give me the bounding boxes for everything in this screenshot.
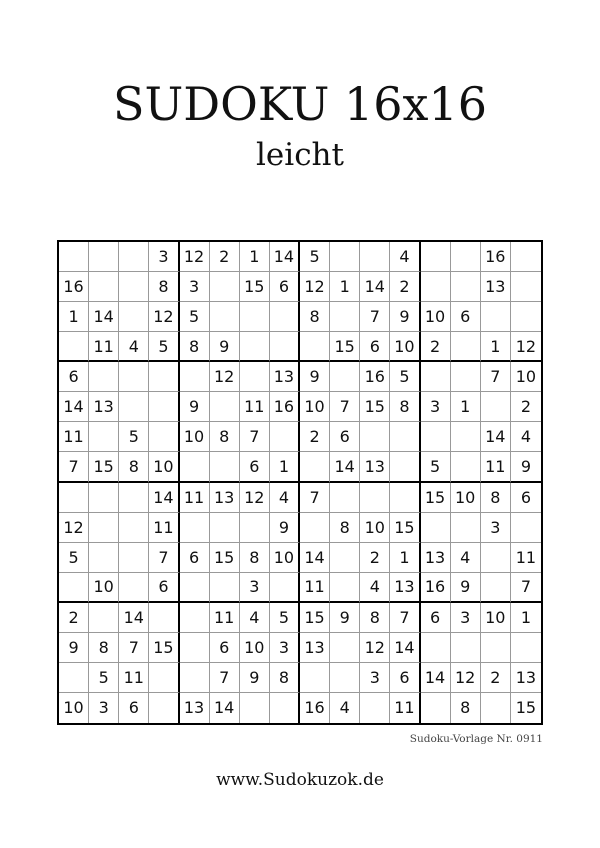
empty-cell[interactable] (481, 693, 511, 723)
given-cell: 4 (390, 242, 420, 272)
given-cell: 10 (421, 302, 451, 332)
empty-cell[interactable] (421, 633, 451, 663)
empty-cell[interactable] (330, 302, 360, 332)
given-cell: 11 (390, 693, 420, 723)
given-cell: 10 (149, 452, 179, 482)
given-cell: 6 (511, 483, 541, 513)
empty-cell[interactable] (330, 543, 360, 573)
given-cell: 8 (360, 603, 390, 633)
empty-cell[interactable] (180, 633, 210, 663)
given-cell: 7 (481, 362, 511, 392)
given-cell: 8 (210, 422, 240, 452)
given-cell: 15 (240, 272, 270, 302)
given-cell: 5 (421, 452, 451, 482)
empty-cell[interactable] (89, 242, 119, 272)
empty-cell[interactable] (210, 302, 240, 332)
given-cell: 4 (330, 693, 360, 723)
given-cell: 13 (270, 362, 300, 392)
empty-cell[interactable] (421, 422, 451, 452)
empty-cell[interactable] (390, 483, 420, 513)
given-cell: 15 (390, 513, 420, 543)
given-cell: 16 (421, 573, 451, 603)
given-cell: 2 (300, 422, 330, 452)
given-cell: 16 (270, 392, 300, 422)
given-cell: 14 (481, 422, 511, 452)
given-cell: 12 (149, 302, 179, 332)
given-cell: 8 (180, 332, 210, 362)
given-cell: 4 (511, 422, 541, 452)
given-cell: 8 (390, 392, 420, 422)
empty-cell[interactable] (511, 272, 541, 302)
given-cell: 8 (300, 302, 330, 332)
given-cell: 8 (451, 693, 481, 723)
given-cell: 2 (210, 242, 240, 272)
given-cell: 8 (270, 663, 300, 693)
given-cell: 7 (300, 483, 330, 513)
sudoku-grid (57, 240, 543, 725)
given-cell: 4 (240, 603, 270, 633)
given-cell: 1 (59, 302, 89, 332)
given-cell: 14 (210, 693, 240, 723)
empty-cell[interactable] (451, 633, 481, 663)
given-cell: 6 (451, 302, 481, 332)
empty-cell[interactable] (240, 302, 270, 332)
given-cell: 10 (89, 573, 119, 603)
given-cell: 6 (180, 543, 210, 573)
empty-cell[interactable] (451, 332, 481, 362)
given-cell: 5 (180, 302, 210, 332)
empty-cell[interactable] (119, 362, 149, 392)
given-cell: 11 (59, 422, 89, 452)
given-cell: 9 (511, 452, 541, 482)
given-cell: 15 (515, 698, 537, 718)
given-cell: 13 (360, 452, 390, 482)
empty-cell[interactable] (89, 362, 119, 392)
given-cell: 10 (390, 332, 420, 362)
given-cell: 10 (180, 422, 210, 452)
given-cell: 1 (481, 332, 511, 362)
empty-cell[interactable] (149, 392, 179, 422)
given-cell: 12 (300, 272, 330, 302)
given-cell: 14 (421, 663, 451, 693)
empty-cell[interactable] (270, 302, 300, 332)
given-cell: 14 (360, 272, 390, 302)
empty-cell[interactable] (451, 422, 481, 452)
given-cell: 2 (390, 272, 420, 302)
given-cell: 3 (89, 693, 119, 723)
empty-cell[interactable] (210, 573, 240, 603)
given-cell: 6 (390, 663, 420, 693)
empty-cell[interactable] (149, 422, 179, 452)
given-cell: 16 (481, 242, 511, 272)
empty-cell[interactable] (330, 483, 360, 513)
given-cell: 12 (451, 663, 481, 693)
given-cell: 14 (270, 242, 300, 272)
empty-cell[interactable] (119, 573, 149, 603)
given-cell: 13 (421, 543, 451, 573)
template-number: Sudoku-Vorlage Nr. 0911 (409, 733, 543, 745)
empty-cell[interactable] (481, 543, 511, 573)
given-cell: 8 (240, 543, 270, 573)
empty-cell[interactable] (59, 483, 89, 513)
empty-cell[interactable] (330, 242, 360, 272)
page-title: SUDOKU 16x16 (113, 77, 487, 131)
given-cell: 14 (300, 543, 330, 573)
given-cell: 12 (210, 362, 240, 392)
empty-cell[interactable] (330, 362, 360, 392)
given-cell: 11 (180, 483, 210, 513)
given-cell: 5 (300, 242, 330, 272)
empty-cell[interactable] (180, 513, 210, 543)
empty-cell[interactable] (421, 362, 451, 392)
given-cell: 10 (59, 693, 89, 723)
given-cell: 3 (421, 392, 451, 422)
given-cell: 12 (511, 332, 541, 362)
given-cell: 13 (511, 663, 541, 693)
given-cell: 13 (210, 483, 240, 513)
given-cell: 7 (240, 422, 270, 452)
given-cell: 8 (481, 483, 511, 513)
given-cell: 3 (149, 242, 179, 272)
given-cell: 5 (59, 543, 89, 573)
empty-cell[interactable] (300, 332, 330, 362)
difficulty-label: leicht (256, 137, 344, 173)
given-cell: 10 (270, 543, 300, 573)
empty-cell[interactable] (360, 422, 390, 452)
empty-cell[interactable] (89, 543, 119, 573)
empty-cell[interactable] (149, 362, 179, 392)
given-cell: 3 (481, 513, 511, 543)
empty-cell[interactable] (180, 663, 210, 693)
given-cell: 15 (89, 452, 119, 482)
given-cell: 6 (270, 272, 300, 302)
given-cell: 16 (300, 693, 330, 723)
empty-cell[interactable] (210, 513, 240, 543)
given-cell: 10 (360, 513, 390, 543)
empty-cell[interactable] (59, 242, 89, 272)
given-cell: 16 (360, 362, 390, 392)
given-cell: 9 (451, 573, 481, 603)
empty-cell[interactable] (270, 693, 300, 723)
empty-cell[interactable] (300, 663, 330, 693)
empty-cell[interactable] (421, 693, 451, 723)
given-cell: 12 (180, 242, 210, 272)
given-cell: 5 (390, 362, 420, 392)
given-cell: 1 (451, 392, 481, 422)
given-cell: 12 (240, 483, 270, 513)
given-cell: 13 (180, 693, 210, 723)
empty-cell[interactable] (511, 633, 541, 663)
empty-cell[interactable] (511, 242, 541, 272)
given-cell: 5 (89, 663, 119, 693)
given-cell: 11 (149, 513, 179, 543)
given-cell: 7 (119, 633, 149, 663)
given-cell: 1 (270, 452, 300, 482)
empty-cell[interactable] (240, 513, 270, 543)
given-cell: 6 (240, 452, 270, 482)
empty-cell[interactable] (119, 302, 149, 332)
given-cell: 7 (330, 392, 360, 422)
given-cell: 3 (240, 573, 270, 603)
given-cell: 9 (270, 513, 300, 543)
website-link[interactable]: www.Sudokuzok.de (216, 770, 384, 790)
given-cell: 13 (89, 392, 119, 422)
given-cell: 7 (59, 452, 89, 482)
empty-cell[interactable] (421, 242, 451, 272)
empty-cell[interactable] (180, 603, 210, 633)
given-cell: 6 (210, 633, 240, 663)
given-cell: 13 (481, 272, 511, 302)
empty-cell[interactable] (210, 392, 240, 422)
given-cell: 13 (300, 633, 330, 663)
empty-cell[interactable] (511, 302, 541, 332)
empty-cell[interactable] (421, 272, 451, 302)
given-cell: 14 (119, 603, 149, 633)
empty-cell[interactable] (210, 272, 240, 302)
given-cell: 15 (149, 633, 179, 663)
empty-cell[interactable] (149, 603, 179, 633)
given-cell: 2 (481, 663, 511, 693)
given-cell: 3 (180, 272, 210, 302)
given-cell: 8 (89, 633, 119, 663)
given-cell: 9 (300, 362, 330, 392)
given-cell: 5 (270, 603, 300, 633)
given-cell: 11 (511, 543, 541, 573)
given-cell: 4 (451, 543, 481, 573)
given-cell: 2 (421, 332, 451, 362)
given-cell: 15 (330, 332, 360, 362)
given-cell: 15 (300, 603, 330, 633)
given-cell: 6 (149, 573, 179, 603)
empty-cell[interactable] (89, 483, 119, 513)
given-cell: 11 (300, 573, 330, 603)
given-cell: 7 (511, 573, 541, 603)
empty-cell[interactable] (180, 362, 210, 392)
given-cell: 3 (360, 663, 390, 693)
empty-cell[interactable] (421, 513, 451, 543)
given-cell: 6 (421, 603, 451, 633)
empty-cell[interactable] (330, 633, 360, 663)
given-cell: 9 (180, 392, 210, 422)
given-cell: 10 (300, 392, 330, 422)
given-cell: 14 (89, 302, 119, 332)
given-cell: 2 (59, 603, 89, 633)
empty-cell[interactable] (180, 452, 210, 482)
given-cell: 14 (149, 483, 179, 513)
given-cell: 9 (330, 603, 360, 633)
given-cell: 10 (451, 483, 481, 513)
empty-cell[interactable] (481, 302, 511, 332)
empty-cell[interactable] (149, 693, 179, 723)
given-cell: 4 (360, 573, 390, 603)
empty-cell[interactable] (270, 573, 300, 603)
given-cell: 9 (240, 663, 270, 693)
empty-cell[interactable] (180, 573, 210, 603)
empty-cell[interactable] (59, 663, 89, 693)
empty-cell[interactable] (511, 513, 541, 543)
given-cell: 5 (149, 332, 179, 362)
given-cell: 12 (360, 633, 390, 663)
given-cell: 4 (119, 332, 149, 362)
given-cell: 15 (421, 483, 451, 513)
given-cell: 10 (481, 603, 511, 633)
given-cell: 7 (360, 302, 390, 332)
empty-cell[interactable] (149, 663, 179, 693)
given-cell: 11 (240, 392, 270, 422)
given-cell: 15 (210, 543, 240, 573)
given-cell: 8 (330, 513, 360, 543)
given-cell: 1 (330, 272, 360, 302)
given-cell: 6 (119, 693, 149, 723)
given-cell: 7 (210, 663, 240, 693)
given-cell: 14 (330, 452, 360, 482)
given-cell: 8 (149, 272, 179, 302)
given-cell: 2 (360, 543, 390, 573)
empty-cell[interactable] (119, 513, 149, 543)
given-cell: 2 (511, 392, 541, 422)
given-cell: 8 (119, 452, 149, 482)
empty-cell[interactable] (119, 483, 149, 513)
given-cell: 6 (330, 422, 360, 452)
given-cell: 9 (59, 633, 89, 663)
given-cell: 12 (59, 513, 89, 543)
empty-cell[interactable] (481, 633, 511, 663)
empty-cell[interactable] (240, 362, 270, 392)
empty-cell[interactable] (360, 483, 390, 513)
given-cell: 9 (390, 302, 420, 332)
empty-cell[interactable] (300, 452, 330, 482)
given-cell: 3 (270, 633, 300, 663)
given-cell: 11 (89, 332, 119, 362)
given-cell: 1 (511, 603, 541, 633)
given-cell: 11 (481, 452, 511, 482)
given-cell: 6 (59, 362, 89, 392)
empty-cell[interactable] (360, 693, 390, 723)
given-cell: 16 (59, 272, 89, 302)
empty-cell[interactable] (360, 242, 390, 272)
empty-cell[interactable] (89, 272, 119, 302)
given-cell: 7 (390, 603, 420, 633)
empty-cell[interactable] (330, 663, 360, 693)
given-cell: 4 (270, 483, 300, 513)
empty-cell[interactable] (89, 422, 119, 452)
empty-cell[interactable] (390, 422, 420, 452)
empty-cell[interactable] (390, 452, 420, 482)
empty-cell[interactable] (89, 603, 119, 633)
empty-cell[interactable] (451, 452, 481, 482)
empty-cell[interactable] (59, 332, 89, 362)
given-cell: 14 (59, 392, 89, 422)
given-cell: 11 (210, 603, 240, 633)
given-cell: 9 (210, 332, 240, 362)
given-cell: 14 (390, 633, 420, 663)
given-cell: 15 (360, 392, 390, 422)
given-cell: 7 (149, 543, 179, 573)
given-cell: 10 (511, 362, 541, 392)
empty-cell[interactable] (451, 272, 481, 302)
given-cell: 10 (240, 633, 270, 663)
given-cell: 11 (119, 663, 149, 693)
empty-cell[interactable] (210, 452, 240, 482)
empty-cell[interactable] (451, 362, 481, 392)
empty-cell[interactable] (89, 513, 119, 543)
empty-cell[interactable] (270, 332, 300, 362)
empty-cell[interactable] (270, 422, 300, 452)
empty-cell[interactable] (451, 242, 481, 272)
empty-cell[interactable] (240, 332, 270, 362)
empty-cell[interactable] (240, 693, 270, 723)
empty-cell[interactable] (119, 392, 149, 422)
empty-cell[interactable] (119, 272, 149, 302)
given-cell: 1 (240, 242, 270, 272)
given-cell: 1 (390, 543, 420, 573)
empty-cell[interactable] (451, 513, 481, 543)
empty-cell[interactable] (481, 392, 511, 422)
empty-cell[interactable] (300, 513, 330, 543)
empty-cell[interactable] (481, 573, 511, 603)
given-cell: 5 (119, 422, 149, 452)
given-cell: 3 (451, 603, 481, 633)
empty-cell[interactable] (119, 543, 149, 573)
empty-cell[interactable] (119, 242, 149, 272)
empty-cell[interactable] (59, 573, 89, 603)
given-cell: 13 (390, 573, 420, 603)
given-cell: 6 (360, 332, 390, 362)
empty-cell[interactable] (330, 573, 360, 603)
